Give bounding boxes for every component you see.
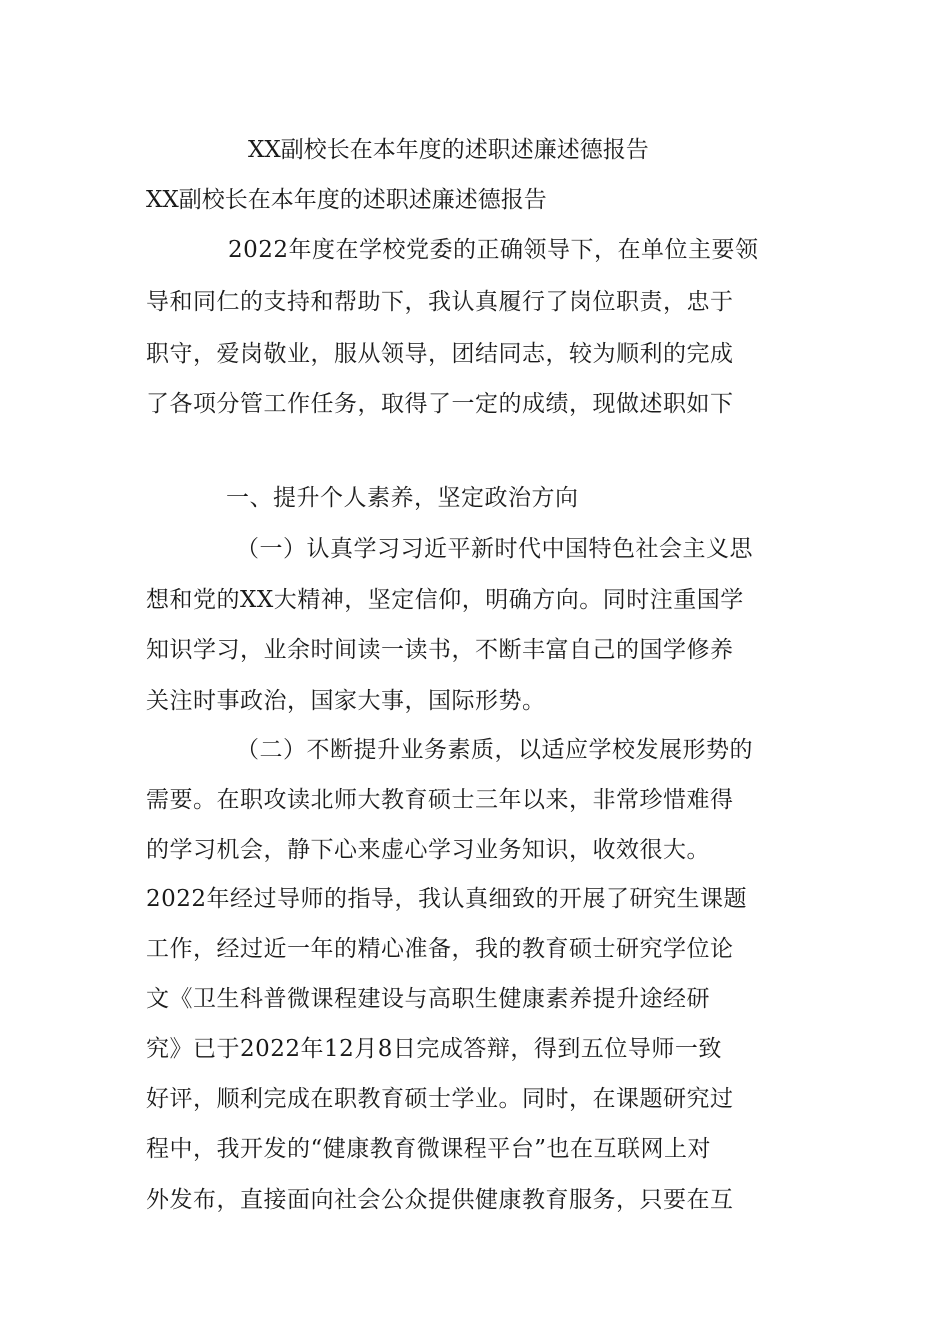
body-line: 的学习机会，静下心来虚心学习业务知识，收效很大。 — [146, 837, 710, 863]
body-line: 知识学习，业余时间读一读书，不断丰富自己的国学修养 — [146, 637, 734, 663]
body-line: 关注时事政治，国家大事，国际形势。 — [146, 688, 546, 714]
body-line: 2022年度在学校党委的正确领导下，在单位主要领 — [228, 237, 759, 263]
document-subtitle: XX副校长在本年度的述职述廉述德报告 — [146, 187, 547, 213]
body-line: 需要。在职攻读北师大教育硕士三年以来，非常珍惜难得 — [146, 787, 734, 813]
body-line: 好评，顺利完成在职教育硕士学业。同时，在课题研究过 — [146, 1086, 734, 1112]
body-line: （一）认真学习习近平新时代中国特色社会主义思 — [236, 536, 753, 562]
body-line: 职守，爱岗敬业，服从领导，团结同志，较为顺利的完成 — [146, 341, 734, 367]
document-title: XX副校长在本年度的述职述廉述德报告 — [248, 137, 649, 163]
body-line: 想和党的XX大精神，坚定信仰，明确方向。同时注重国学 — [146, 587, 744, 613]
body-line: 程中，我开发的“健康教育微课程平台”也在互联网上对 — [146, 1136, 712, 1162]
body-line: 导和同仁的支持和帮助下，我认真履行了岗位职责，忠于 — [146, 289, 734, 315]
body-line: 2022年经过导师的指导，我认真细致的开展了研究生课题 — [146, 886, 748, 912]
section-heading: 一、提升个人素养，坚定政治方向 — [226, 485, 579, 511]
body-line: 工作，经过近一年的精心准备，我的教育硕士研究学位论 — [146, 936, 734, 962]
body-line: （二）不断提升业务素质，以适应学校发展形势的 — [236, 737, 753, 763]
body-line: 外发布，直接面向社会公众提供健康教育服务，只要在互 — [146, 1187, 734, 1213]
body-line: 究》已于2022年12月8日完成答辩，得到五位导师一致 — [146, 1036, 722, 1062]
body-line: 文《卫生科普微课程建设与高职生健康素养提升途经研 — [146, 986, 710, 1012]
body-line: 了各项分管工作任务，取得了一定的成绩，现做述职如下 — [146, 391, 734, 417]
